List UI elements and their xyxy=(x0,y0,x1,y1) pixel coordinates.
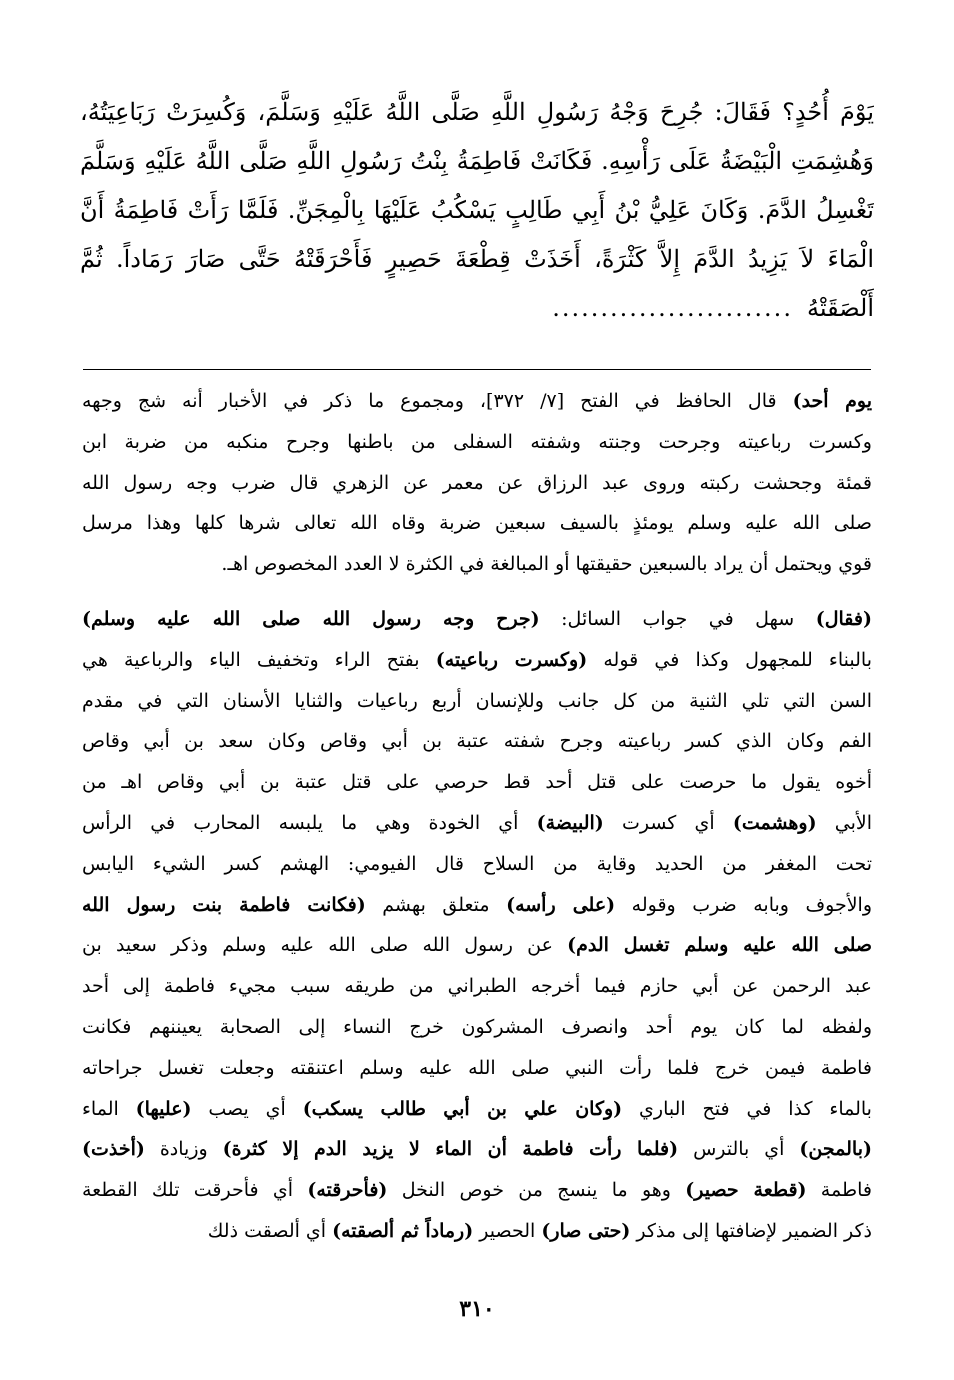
commentary-line xyxy=(82,925,872,966)
commentary-line xyxy=(82,640,872,681)
commentary-line xyxy=(82,463,872,504)
quoted-matn-segment: صلى الله عليه وسلم تغسل الدم) xyxy=(567,934,872,957)
commentary-segment: فاطمة xyxy=(806,1179,872,1202)
commentary-line xyxy=(82,885,872,926)
commentary-segment: أي بالترس xyxy=(678,1138,800,1161)
commentary-line xyxy=(82,1211,872,1252)
commentary-paragraph xyxy=(82,381,872,585)
commentary-segment: الماء xyxy=(82,1097,136,1120)
commentary-line xyxy=(82,681,872,722)
commentary-segment: صلى الله عليه وسلم يومئذٍ بالسيف سبعين ضربة وقاه الله تعالى شرها كلها وهذا مرسل xyxy=(82,512,872,535)
quoted-matn-segment: (بالمجن) xyxy=(799,1138,872,1161)
quoted-matn-segment: (فأحرقته) xyxy=(307,1179,388,1202)
commentary-segment: أخوه يقول ما حرصت على قتل أحد قط حرصي على قتل عتبة بن أبي وقاص اهـ من xyxy=(82,771,872,794)
quoted-matn-segment: (فكانت فاطمة بنت رسول الله xyxy=(82,893,366,916)
hadith-line: وَهُشِمَتِ الْبَيْضَةُ عَلَى رَأْسِهِ. فَكَانَتْ فَاطِمَةُ بِنْتُ رَسُولِ اللَّهِ صَلَّى اللَّهُ عَلَيْهِ وَسَلَّمَ xyxy=(80,147,874,175)
commentary-segment: بفتح الراء وتخفيف الياء والرباعية هي xyxy=(82,648,436,671)
commentary-segment: ذكر الضمير لإضافتها إلى مذكر xyxy=(630,1219,872,1242)
quoted-matn-segment: (وهشمت) xyxy=(732,811,817,834)
commentary-segment: والأجوف وبابه ضرب وقوله xyxy=(615,893,872,916)
hadith-line: تَغْسِلُ الدَّمَ. وَكَانَ عَلِيُّ بْنُ أَبِي طَالِبٍ يَسْكُبُ عَلَيْهَا بِالْمِجَنِّ. فَلَمَّا رَأَتْ فَاطِمَةُ أَنَّ xyxy=(80,196,874,224)
quoted-matn-segment: (أخذت) xyxy=(82,1138,145,1161)
commentary-segment: وزيادة xyxy=(144,1138,223,1161)
commentary-line xyxy=(82,1007,872,1048)
quoted-matn-segment: (رماداً ثم ألصقته) xyxy=(332,1219,474,1242)
quoted-matn-segment: (فقال) xyxy=(815,607,872,630)
commentary-segment: أي ألصقت ذلك xyxy=(207,1219,333,1242)
quoted-matn-segment: يوم أحد) xyxy=(792,390,872,412)
commentary-segment: وكسرت رباعيته وجرحت وجنته وشفته السفلى من باطنها وجرح منكبه من ضربة ابن xyxy=(82,430,872,453)
commentary-line xyxy=(82,966,872,1007)
commentary-segment: قوي ويحتمل أن يراد بالسبعين حقيقتها أو المبالغة في الكثرة لا العدد المخصوص اهـ. xyxy=(221,553,872,576)
quoted-matn-segment: (وكسرت رباعيته) xyxy=(435,648,588,671)
commentary-segment: بالماء كذا في فتح الباري xyxy=(622,1097,872,1120)
hadith-line: يَوْمَ أُحُدٍ؟ فَقَالَ: جُرِحَ وَجْهُ رَسُولِ اللَّهِ صَلَّى اللَّهُ عَلَيْهِ وَسَلَّمَ، وَكُسِرَتْ رَبَاعِيَتُهُ، xyxy=(80,98,874,126)
commentary-segment: بالبناء للمجهول وكذا في قوله xyxy=(587,648,872,671)
commentary-line xyxy=(82,762,872,803)
quoted-matn-segment: (حتى صار) xyxy=(541,1219,631,1242)
quoted-matn-segment: (البيضة) xyxy=(536,811,604,834)
commentary-segment: أي فأحرقت تلك القطعة xyxy=(82,1179,308,1202)
commentary-paragraph xyxy=(82,599,872,1252)
quoted-matn-segment: (على رأسه) xyxy=(506,893,616,916)
commentary-segment: عبد الرحمن عن أبي حازم فيما أخرجه الطبراني من طريقه سبب مجيء فاطمة إلى أحد xyxy=(82,975,872,998)
quoted-matn-segment: (عليها) xyxy=(135,1097,192,1120)
footnote-divider xyxy=(83,369,871,370)
commentary-line xyxy=(82,721,872,762)
commentary-segment: قمئة وجحشت ركبته وروى عبد الرزاق عن معمر عن الزهري قال ضرب وجه رسول الله xyxy=(82,471,872,494)
commentary-text xyxy=(82,381,872,1252)
commentary-line xyxy=(82,1089,872,1130)
quoted-matn-segment: (فلما رأت فاطمة أن الماء لا يزيد الدم إلا كثرة) xyxy=(222,1138,679,1161)
quoted-matn-segment: (وكان علي بن أبي طالب يسكب) xyxy=(302,1097,623,1120)
commentary-segment: أي كسرت xyxy=(603,811,733,834)
commentary-line xyxy=(82,599,872,640)
quoted-matn-segment: (جرح وجه رسول الله صلى الله عليه وسلم) xyxy=(82,607,540,630)
commentary-segment: وهو ما ينسج من خوص النخل xyxy=(387,1179,686,1202)
hadith-text xyxy=(80,88,874,333)
commentary-segment: الفم وكان الذي كسر رباعيته وجرح شفته عتبة بن أبي وقاص وكان سعد بن أبي وقاص xyxy=(82,730,872,753)
commentary-segment: أي الخودة وهي ما يلبسه المحارب في الرأس xyxy=(82,811,537,834)
commentary-segment: الأبي xyxy=(816,811,872,834)
commentary-segment: ولفظه لما كان يوم أحد وانصرف المشركون خرج النساء إلى الصحابة يعيننهم فكانت xyxy=(82,1015,872,1038)
commentary-line xyxy=(82,1048,872,1089)
commentary-line xyxy=(82,803,872,844)
continuation-dots: ......................... xyxy=(552,294,793,322)
commentary-line xyxy=(82,422,872,463)
commentary-line xyxy=(82,1129,872,1170)
commentary-segment: الحصير xyxy=(473,1219,542,1242)
commentary-segment: قال الحافظ في الفتح [٧/ ٣٧٢]، ومجموع ما ذكر في الأخبار أنه شج وجهه xyxy=(82,390,793,412)
commentary-line xyxy=(82,1170,872,1211)
hadith-line-text: أَلْصَقَتْهُ xyxy=(806,294,874,322)
commentary-segment: تحت المغفر من الحديد وقاية من السلاح قال الفيومي: الهشم كسر الشيء اليابس xyxy=(82,852,872,875)
commentary-line xyxy=(82,544,872,585)
hadith-line: الْمَاءَ لاَ يَزِيدُ الدَّمَ إِلاَّ كَثْرَةً، أَخَذَتْ قِطْعَةَ حَصِيرٍ فَأَحْرَقَتْهُ حَتَّى صَارَ رَمَاداً. ثُمَّ xyxy=(80,245,874,273)
hadith-line-last xyxy=(80,284,874,333)
commentary-segment: متعلق بهشم xyxy=(365,893,507,916)
commentary-segment: أي يصب xyxy=(191,1097,303,1120)
commentary-segment: سهل في جواب السائل: xyxy=(539,607,816,630)
commentary-segment: السن التي تلي الثنية من كل جانب وللإنسان أربع رباعيات والثنايا الأسنان التي في مقدم xyxy=(82,689,872,712)
commentary-line xyxy=(82,381,872,422)
commentary-line xyxy=(82,844,872,885)
page-number: ٣١٠ xyxy=(459,1296,495,1322)
quoted-matn-segment: (قطعة حصير) xyxy=(685,1179,807,1202)
commentary-segment: فاطمة فيمن خرج فلما رأت النبي صلى الله عليه وسلم اعتنقته وجعلت تغسل جراحاته xyxy=(82,1056,872,1079)
commentary-line xyxy=(82,503,872,544)
commentary-segment: عن رسول الله صلى الله عليه وسلم وذكر سعيد بن xyxy=(82,934,568,957)
